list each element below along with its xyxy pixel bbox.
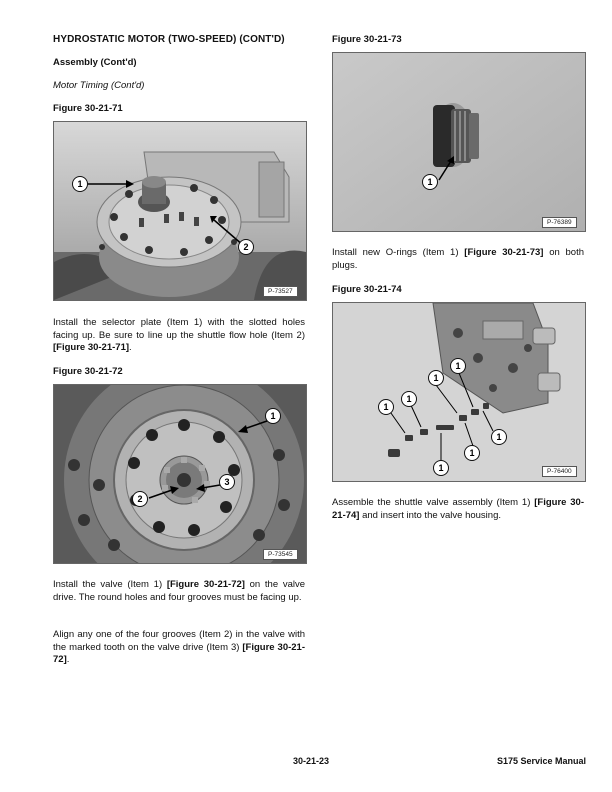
figure-74-callout-1a: 1 [450,358,466,374]
figure-73-photo [332,52,586,232]
page-number: 30-21-23 [293,756,330,766]
figure-reference: [Figure 30-21-72] [53,641,305,665]
figure-72-title: Figure 30-21-72 [53,366,123,377]
figure-73-photo-number: P-76389 [542,217,577,228]
subsubsection-title: Motor Timing (Cont'd) [53,80,145,91]
figure-71-callout-2: 2 [238,239,254,255]
figure-74-callout-1b: 1 [428,370,444,386]
paragraph-shuttle-valve: Assemble the shuttle valve assembly (Item 1) [Figure 30-21-74] and insert into the valve housing. [332,497,585,521]
figure-74-photo [332,302,586,482]
figure-71-title: Figure 30-21-71 [53,103,123,114]
figure-74-callout-1f: 1 [464,445,480,461]
figure-reference: [Figure 30-21-74] [332,497,585,521]
paragraph-align-grooves: Align any one of the four grooves (Item 2) in the valve with the marked tooth on the valve drive (Item 3) [Figure 30-21-72]. [53,629,305,665]
figure-73-callout-1: 1 [422,174,438,190]
paragraph-install-valve: Install the valve (Item 1) [Figure 30-21-72] on the valve drive. The round holes and four grooves must be facing up. [53,579,305,603]
figure-74-callout-1e: 1 [491,429,507,445]
figure-reference: [Figure 30-21-73] [464,247,544,258]
figure-72-callout-1: 1 [265,408,281,424]
figure-71-callout-1: 1 [72,176,88,192]
figure-73-title: Figure 30-21-73 [332,34,402,45]
figure-71-photo [53,121,307,301]
figure-reference: [Figure 30-21-72] [166,579,245,590]
manual-title: S175 Service Manual [497,756,587,766]
paragraph-install-orings: Install new O-rings (Item 1) [Figure 30-21-73] on both plugs. [332,247,585,271]
figure-reference: [Figure 30-21-71] [53,342,130,353]
figure-74-callout-1d: 1 [378,399,394,415]
subsection-title: Assembly (Cont'd) [53,57,137,68]
figure-71-photo-number: P-73527 [263,286,298,297]
figure-74-photo-number: P-76400 [542,466,577,477]
figure-72-callout-2: 2 [132,491,148,507]
figure-72-photo-number: P-73545 [263,549,298,560]
paragraph-selector-plate: Install the selector plate (Item 1) with the slotted holes facing up. Be sure to line up the shuttle flow hole (Item 2) [Figure 30-21-71]. [53,317,305,353]
section-title: HYDROSTATIC MOTOR (TWO-SPEED) (CONT'D) [53,34,285,45]
figure-74-callout-1c: 1 [401,391,417,407]
figure-74-callout-1g: 1 [433,460,449,476]
figure-74-title: Figure 30-21-74 [332,284,402,295]
figure-72-callout-3: 3 [219,474,235,490]
